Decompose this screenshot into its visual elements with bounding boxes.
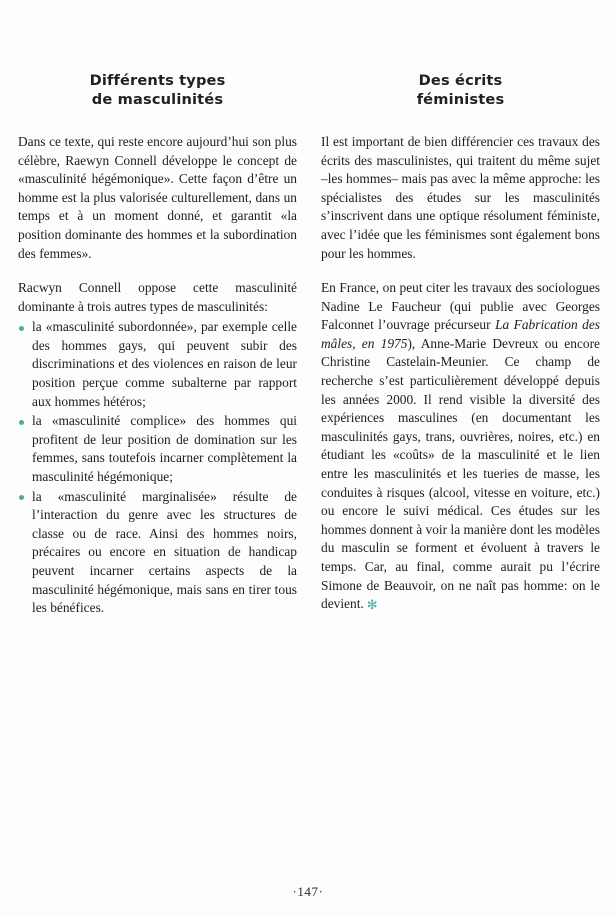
list-item-text: la «masculinité marginalisée» résulte de l’interaction du genre avec les structures de classe ou de race. Ainsi des hommes noirs, précaires ou encore en situation de handicap peuvent incarner certains aspects de la masculinité hégémonique, mais sans en tirer tous les bénéfices. xyxy=(32,488,297,616)
right-column-heading xyxy=(321,72,600,110)
left-heading-line-2: de masculinités xyxy=(91,90,224,108)
list-item xyxy=(18,412,297,486)
right-paragraph-2-part-1: En France, on peut citer les travaux des sociologues Nadine Le Faucheur (qui publie avec Georges Falconnet l’ouvrage précurseur xyxy=(321,280,600,333)
left-paragraph-1: Dans ce texte, qui reste encore aujourd’hui son plus célèbre, Raewyn Connell développe le concept de «masculinité hégémonique». Cette façon d’être un homme est la plus valorisée culturellement, dans un temps et à un moment donné, et garantit «la position dominante des hommes et la subordination des femmes». xyxy=(18,133,297,261)
two-column-layout xyxy=(18,72,600,619)
left-paragraph-2: Racwyn Connell oppose cette masculinité dominante à trois autres types de masculinités: xyxy=(18,280,297,314)
right-paragraph-1: Il est important de bien différencier ces travaux des écrits des masculinistes, qui traitent du même sujet –les hommes– mais pas avec la même approche: les spécialistes des études sur les masculinités s’inscrivent dans une optique résolument féministe, avec l’idée que les féminismes sont également bons pour les hommes. xyxy=(321,133,600,261)
list-item xyxy=(18,318,297,411)
left-heading-line-1: Différents types xyxy=(89,72,226,89)
list-item-text: la «masculinité complice» des hommes qui profitent de leur position de domination sur les femmes, sans toutefois incarner complètement la masculinité hégémonique; xyxy=(32,413,297,485)
left-column-heading xyxy=(18,72,297,110)
right-heading-line-1: Des écrits xyxy=(418,72,503,89)
right-heading-line-2: féministes xyxy=(416,90,505,108)
bullet-dot-icon xyxy=(19,326,24,331)
article-end-asterisk-icon: ✻ xyxy=(366,598,378,614)
right-paragraph-2-part-2: ), Anne-Marie Devreux ou encore Christine Castelain-Meunier. Ce champ de recherche s’est particulièrement développé depuis les années 2000. Il rend visible la diversité des expériences masculines (en documentant les masculinités gays, trans, ouvrières, noires, etc.) en étudiant les «coûts» de la masculinité et le lien entre les masculinités et les tueries de masse, les conduites à risques (alcool, vitesse en voiture, etc.) ou encore le suivi médical. Ces études sur les hommes donnent à voir la manière dont les modèles du masculin se forment et évoluent à travers le temps. Car, au final, comme aurait pu l’écrire Simone de Beauvoir, on ne naît pas homme: on le devient. xyxy=(321,335,600,612)
list-item xyxy=(18,488,297,618)
bullet-dot-icon xyxy=(19,420,24,425)
list-item-text: la «masculinité subordonnée», par exemple celle des hommes gays, qui peuvent subir des discriminations et des violences en raison de leur position perçue comme subalterne par rapport aux hommes hétéros; xyxy=(32,319,297,409)
book-title-italic: La Fabrication des mâles, en 1975 xyxy=(321,317,600,351)
bullet-dot-icon xyxy=(19,495,24,500)
right-paragraph-2 xyxy=(321,279,600,614)
page-number: ·147· xyxy=(292,884,324,899)
left-column xyxy=(18,72,297,619)
right-column xyxy=(321,72,600,619)
masculinity-types-list xyxy=(18,318,297,619)
